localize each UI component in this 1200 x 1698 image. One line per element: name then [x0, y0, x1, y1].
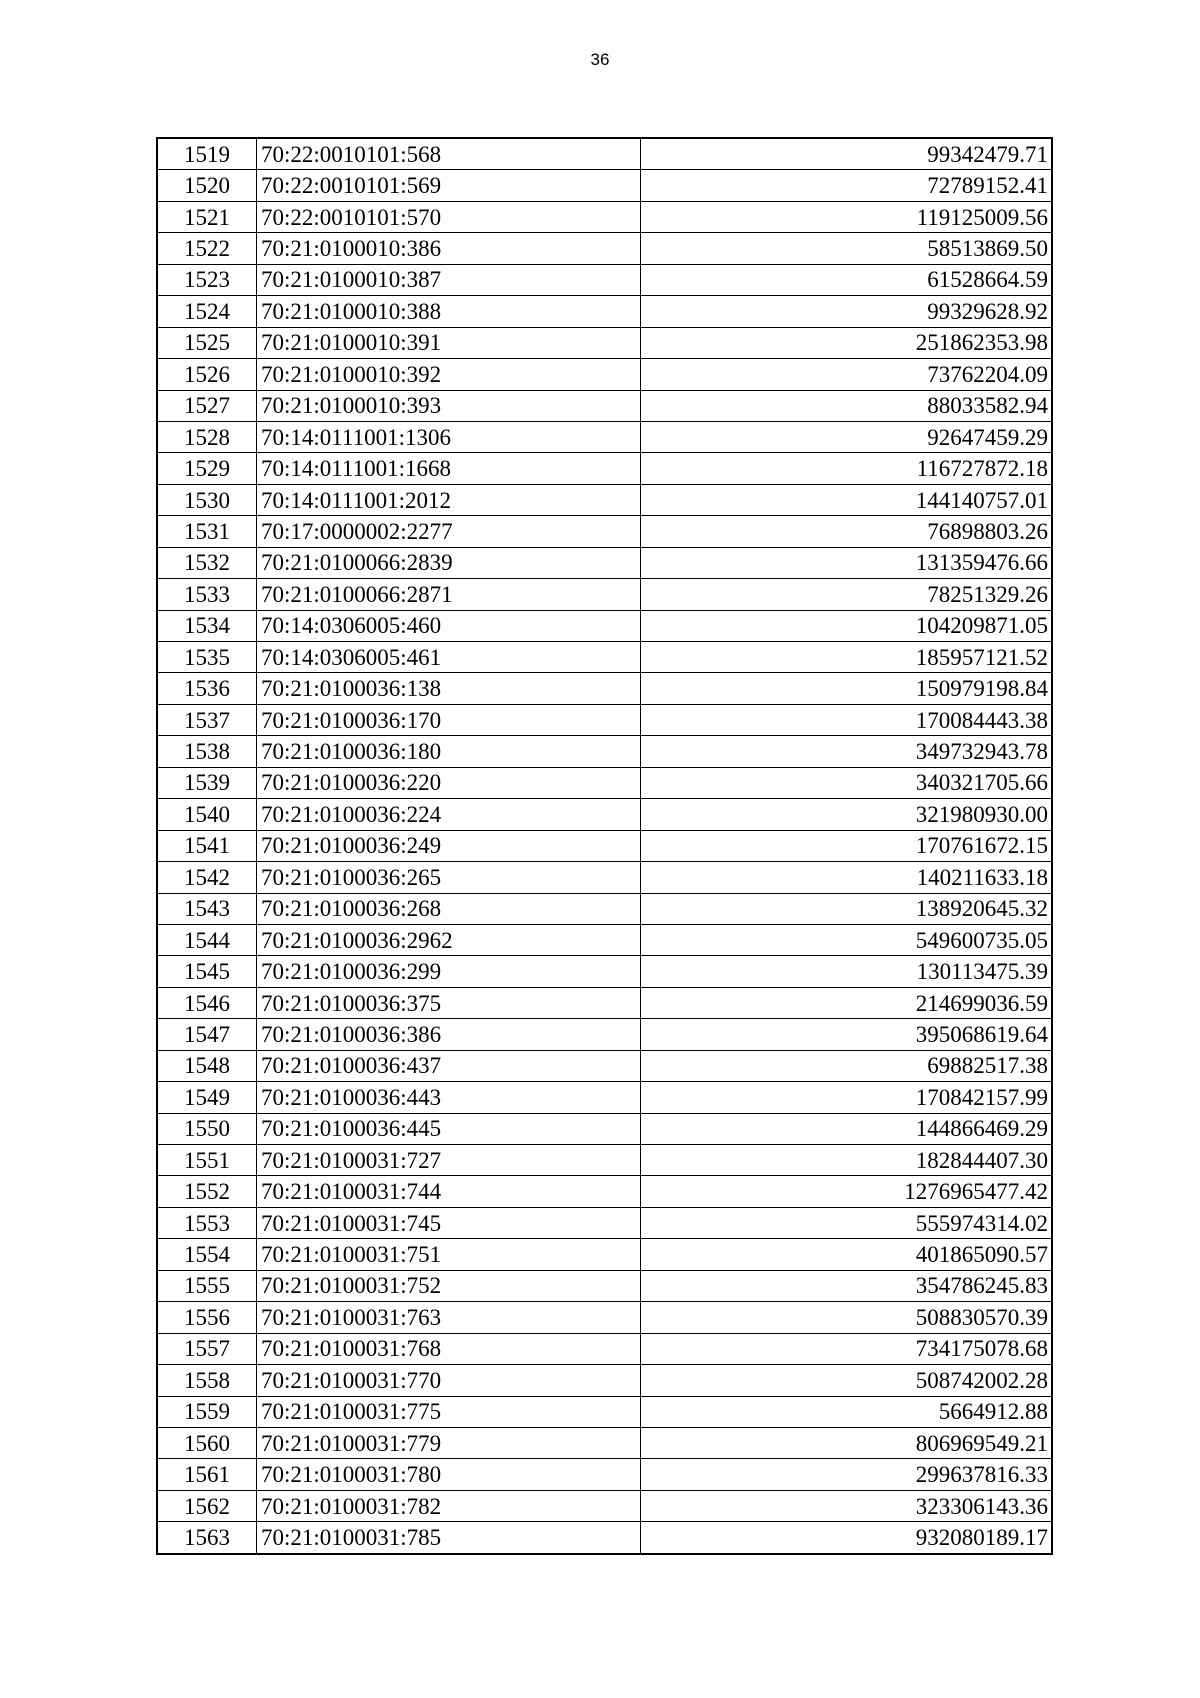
table-row — [157, 547, 1052, 578]
table-row — [157, 579, 1052, 610]
cadastral-number-cell: 70:14:0306005:460 — [257, 610, 641, 641]
cadastral-number-cell: 70:21:0100031:727 — [257, 1145, 641, 1176]
row-number-cell: 1563 — [157, 1522, 257, 1554]
cadastral-number-cell: 70:21:0100010:391 — [257, 327, 641, 358]
table-row — [157, 704, 1052, 735]
table-row — [157, 264, 1052, 295]
row-number-cell: 1554 — [157, 1239, 257, 1270]
table-row — [157, 987, 1052, 1018]
cadastral-number-cell: 70:21:0100031:780 — [257, 1459, 641, 1490]
value-cell: 116727872.18 — [641, 453, 1053, 484]
table-row — [157, 799, 1052, 830]
cadastral-number-cell: 70:22:0010101:569 — [257, 170, 641, 201]
cadastral-number-cell: 70:21:0100036:265 — [257, 862, 641, 893]
value-cell: 72789152.41 — [641, 170, 1053, 201]
row-number-cell: 1562 — [157, 1490, 257, 1521]
value-cell: 182844407.30 — [641, 1145, 1053, 1176]
value-cell: 99342479.71 — [641, 138, 1053, 170]
value-cell: 5664912.88 — [641, 1396, 1053, 1427]
table-row — [157, 924, 1052, 955]
table-row — [157, 1459, 1052, 1490]
table-row — [157, 1365, 1052, 1396]
row-number-cell: 1520 — [157, 170, 257, 201]
value-cell: 508742002.28 — [641, 1365, 1053, 1396]
value-cell: 1276965477.42 — [641, 1176, 1053, 1207]
table-row — [157, 1333, 1052, 1364]
row-number-cell: 1548 — [157, 1050, 257, 1081]
cadastral-number-cell: 70:21:0100010:386 — [257, 233, 641, 264]
row-number-cell: 1528 — [157, 421, 257, 452]
cadastral-number-cell: 70:21:0100036:170 — [257, 704, 641, 735]
row-number-cell: 1556 — [157, 1302, 257, 1333]
cadastral-number-cell: 70:21:0100036:445 — [257, 1113, 641, 1144]
row-number-cell: 1540 — [157, 799, 257, 830]
cadastral-number-cell: 70:21:0100036:375 — [257, 987, 641, 1018]
value-cell: 508830570.39 — [641, 1302, 1053, 1333]
table-row — [157, 296, 1052, 327]
table-row — [157, 1019, 1052, 1050]
row-number-cell: 1558 — [157, 1365, 257, 1396]
table-row — [157, 862, 1052, 893]
cadastral-number-cell: 70:21:0100036:224 — [257, 799, 641, 830]
row-number-cell: 1521 — [157, 201, 257, 232]
value-cell: 61528664.59 — [641, 264, 1053, 295]
value-cell: 323306143.36 — [641, 1490, 1053, 1521]
table-row — [157, 359, 1052, 390]
row-number-cell: 1526 — [157, 359, 257, 390]
cadastral-number-cell: 70:21:0100031:751 — [257, 1239, 641, 1270]
table-row — [157, 170, 1052, 201]
cadastral-number-cell: 70:21:0100031:744 — [257, 1176, 641, 1207]
value-cell: 340321705.66 — [641, 767, 1053, 798]
table-row — [157, 1427, 1052, 1458]
table-row — [157, 327, 1052, 358]
value-cell: 104209871.05 — [641, 610, 1053, 641]
row-number-cell: 1559 — [157, 1396, 257, 1427]
table-row — [157, 1113, 1052, 1144]
row-number-cell: 1541 — [157, 830, 257, 861]
value-cell: 806969549.21 — [641, 1427, 1053, 1458]
row-number-cell: 1552 — [157, 1176, 257, 1207]
value-cell: 321980930.00 — [641, 799, 1053, 830]
value-cell: 76898803.26 — [641, 516, 1053, 547]
cadastral-number-cell: 70:21:0100010:392 — [257, 359, 641, 390]
cadastral-number-cell: 70:21:0100031:779 — [257, 1427, 641, 1458]
cadastral-number-cell: 70:21:0100036:249 — [257, 830, 641, 861]
table-row — [157, 767, 1052, 798]
row-number-cell: 1537 — [157, 704, 257, 735]
cadastral-number-cell: 70:21:0100010:387 — [257, 264, 641, 295]
value-cell: 144140757.01 — [641, 484, 1053, 515]
table-row — [157, 233, 1052, 264]
cadastral-number-cell: 70:21:0100031:752 — [257, 1270, 641, 1301]
value-cell: 88033582.94 — [641, 390, 1053, 421]
row-number-cell: 1529 — [157, 453, 257, 484]
cadastral-number-cell: 70:21:0100036:443 — [257, 1082, 641, 1113]
value-cell: 401865090.57 — [641, 1239, 1053, 1270]
row-number-cell: 1542 — [157, 862, 257, 893]
cadastral-number-cell: 70:14:0111001:1306 — [257, 421, 641, 452]
cadastral-number-cell: 70:21:0100036:268 — [257, 893, 641, 924]
row-number-cell: 1539 — [157, 767, 257, 798]
row-number-cell: 1561 — [157, 1459, 257, 1490]
value-cell: 299637816.33 — [641, 1459, 1053, 1490]
row-number-cell: 1536 — [157, 673, 257, 704]
cadastral-number-cell: 70:21:0100036:386 — [257, 1019, 641, 1050]
cadastral-number-cell: 70:21:0100010:393 — [257, 390, 641, 421]
value-cell: 140211633.18 — [641, 862, 1053, 893]
table-row — [157, 736, 1052, 767]
value-cell: 170084443.38 — [641, 704, 1053, 735]
table-row — [157, 390, 1052, 421]
table-row — [157, 1522, 1052, 1554]
value-cell: 395068619.64 — [641, 1019, 1053, 1050]
row-number-cell: 1547 — [157, 1019, 257, 1050]
cadastral-number-cell: 70:21:0100036:437 — [257, 1050, 641, 1081]
row-number-cell: 1533 — [157, 579, 257, 610]
value-cell: 92647459.29 — [641, 421, 1053, 452]
page-number: 36 — [590, 50, 610, 69]
value-cell: 734175078.68 — [641, 1333, 1053, 1364]
row-number-cell: 1545 — [157, 956, 257, 987]
row-number-cell: 1543 — [157, 893, 257, 924]
cadastral-number-cell: 70:22:0010101:568 — [257, 138, 641, 170]
value-cell: 555974314.02 — [641, 1207, 1053, 1238]
row-number-cell: 1532 — [157, 547, 257, 578]
table-row — [157, 1082, 1052, 1113]
table-row — [157, 1050, 1052, 1081]
cadastral-number-cell: 70:21:0100031:782 — [257, 1490, 641, 1521]
value-cell: 185957121.52 — [641, 642, 1053, 673]
cadastral-number-cell: 70:21:0100036:299 — [257, 956, 641, 987]
row-number-cell: 1557 — [157, 1333, 257, 1364]
cadastral-number-cell: 70:21:0100066:2871 — [257, 579, 641, 610]
row-number-cell: 1525 — [157, 327, 257, 358]
cadastral-number-cell: 70:21:0100066:2839 — [257, 547, 641, 578]
table-row — [157, 1145, 1052, 1176]
table-row — [157, 138, 1052, 170]
value-cell: 130113475.39 — [641, 956, 1053, 987]
value-cell: 549600735.05 — [641, 924, 1053, 955]
value-cell: 58513869.50 — [641, 233, 1053, 264]
value-cell: 138920645.32 — [641, 893, 1053, 924]
table-row — [157, 1490, 1052, 1521]
table-row — [157, 1302, 1052, 1333]
cadastral-number-cell: 70:14:0306005:461 — [257, 642, 641, 673]
table-row — [157, 893, 1052, 924]
value-cell: 150979198.84 — [641, 673, 1053, 704]
cadastral-number-cell: 70:14:0111001:1668 — [257, 453, 641, 484]
value-cell: 144866469.29 — [641, 1113, 1053, 1144]
table-row — [157, 1239, 1052, 1270]
cadastral-number-cell: 70:21:0100031:775 — [257, 1396, 641, 1427]
table-row — [157, 956, 1052, 987]
value-cell: 214699036.59 — [641, 987, 1053, 1018]
value-cell: 78251329.26 — [641, 579, 1053, 610]
cadastral-number-cell: 70:21:0100036:180 — [257, 736, 641, 767]
cadastral-number-cell: 70:21:0100031:763 — [257, 1302, 641, 1333]
cadastral-number-cell: 70:21:0100031:770 — [257, 1365, 641, 1396]
row-number-cell: 1522 — [157, 233, 257, 264]
value-cell: 170761672.15 — [641, 830, 1053, 861]
row-number-cell: 1538 — [157, 736, 257, 767]
table-row — [157, 1270, 1052, 1301]
table-row — [157, 1176, 1052, 1207]
value-cell: 251862353.98 — [641, 327, 1053, 358]
row-number-cell: 1523 — [157, 264, 257, 295]
row-number-cell: 1524 — [157, 296, 257, 327]
cadastral-number-cell: 70:21:0100036:220 — [257, 767, 641, 798]
value-cell: 354786245.83 — [641, 1270, 1053, 1301]
cadastral-number-cell: 70:21:0100031:785 — [257, 1522, 641, 1554]
row-number-cell: 1550 — [157, 1113, 257, 1144]
value-cell: 131359476.66 — [641, 547, 1053, 578]
cadastral-number-cell: 70:21:0100036:2962 — [257, 924, 641, 955]
value-cell: 99329628.92 — [641, 296, 1053, 327]
table-row — [157, 453, 1052, 484]
cadastral-number-cell: 70:21:0100031:745 — [257, 1207, 641, 1238]
table-row — [157, 484, 1052, 515]
row-number-cell: 1553 — [157, 1207, 257, 1238]
row-number-cell: 1560 — [157, 1427, 257, 1458]
row-number-cell: 1546 — [157, 987, 257, 1018]
row-number-cell: 1535 — [157, 642, 257, 673]
table-body — [157, 138, 1052, 1554]
cadastral-number-cell: 70:22:0010101:570 — [257, 201, 641, 232]
value-cell: 119125009.56 — [641, 201, 1053, 232]
row-number-cell: 1551 — [157, 1145, 257, 1176]
row-number-cell: 1534 — [157, 610, 257, 641]
table-row — [157, 673, 1052, 704]
table-row — [157, 1396, 1052, 1427]
table-row — [157, 516, 1052, 547]
row-number-cell: 1555 — [157, 1270, 257, 1301]
cadastral-number-cell: 70:21:0100036:138 — [257, 673, 641, 704]
cadastral-number-cell: 70:21:0100010:388 — [257, 296, 641, 327]
value-cell: 69882517.38 — [641, 1050, 1053, 1081]
row-number-cell: 1530 — [157, 484, 257, 515]
cadastral-number-cell: 70:17:0000002:2277 — [257, 516, 641, 547]
row-number-cell: 1527 — [157, 390, 257, 421]
table-row — [157, 421, 1052, 452]
row-number-cell: 1519 — [157, 138, 257, 170]
row-number-cell: 1531 — [157, 516, 257, 547]
value-cell: 932080189.17 — [641, 1522, 1053, 1554]
value-cell: 170842157.99 — [641, 1082, 1053, 1113]
cadastral-number-cell: 70:21:0100031:768 — [257, 1333, 641, 1364]
table-row — [157, 1207, 1052, 1238]
table-row — [157, 642, 1052, 673]
value-cell: 73762204.09 — [641, 359, 1053, 390]
table-row — [157, 610, 1052, 641]
row-number-cell: 1544 — [157, 924, 257, 955]
table-row — [157, 201, 1052, 232]
table-row — [157, 830, 1052, 861]
value-cell: 349732943.78 — [641, 736, 1053, 767]
cadastral-number-cell: 70:14:0111001:2012 — [257, 484, 641, 515]
cadastral-value-table — [156, 137, 1053, 1555]
row-number-cell: 1549 — [157, 1082, 257, 1113]
